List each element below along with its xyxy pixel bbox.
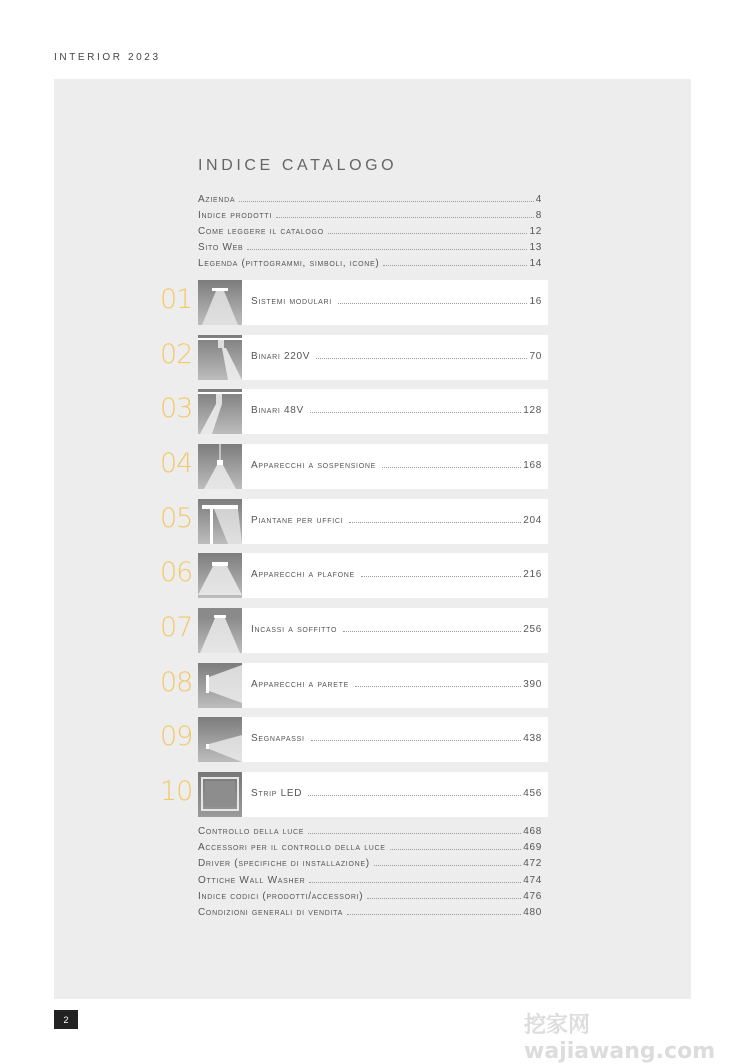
chapter-row-05[interactable] (160, 499, 548, 544)
chapter-row-02[interactable] (160, 335, 548, 380)
dot-leader (309, 874, 521, 883)
dot-leader (338, 295, 528, 304)
chapter-number: 05 (160, 503, 193, 534)
dot-leader (361, 568, 521, 577)
toc-entry[interactable] (198, 241, 542, 256)
floor-lamp-icon (198, 499, 242, 544)
chapter-page: 204 (523, 515, 542, 526)
dot-leader (316, 350, 527, 359)
toc-entry-label: Legenda (pittogrammi, simboli, icone) (198, 258, 380, 269)
ceiling-light-icon (198, 553, 242, 598)
dot-leader (328, 225, 528, 234)
toc-entry-label: Ottiche Wall Washer (198, 875, 306, 886)
chapter-row-01[interactable] (160, 280, 548, 325)
toc-entry-label: Condizioni generali di vendita (198, 907, 343, 918)
chapter-card (198, 663, 548, 708)
dot-leader (383, 257, 527, 266)
chapter-page: 456 (523, 788, 542, 799)
chapter-number: 09 (160, 721, 193, 752)
chapter-label: Piantane per uffici (251, 515, 344, 526)
dot-leader (367, 890, 521, 899)
toc-entry[interactable] (198, 257, 542, 272)
chapter-label: Segnapassi (251, 733, 305, 744)
toc-entry-page: 8 (535, 210, 542, 221)
dot-leader (311, 732, 522, 741)
modular-light-icon (198, 280, 242, 325)
dot-leader (374, 857, 521, 866)
chapter-page: 16 (529, 296, 542, 307)
toc-entry[interactable] (198, 890, 542, 905)
pendant-light-icon (198, 444, 242, 489)
chapter-row-03[interactable] (160, 389, 548, 434)
chapter-card (198, 608, 548, 653)
step-light-icon (198, 717, 242, 762)
toc-entry-page: 469 (523, 842, 542, 853)
chapter-label: Strip LED (251, 788, 303, 799)
toc-entry[interactable] (198, 209, 542, 224)
chapter-label: Apparecchi a plafone (251, 569, 355, 580)
chapter-page: 168 (523, 460, 542, 471)
chapter-label: Apparecchi a sospensione (251, 460, 376, 471)
chapter-card (198, 553, 548, 598)
toc-entry-page: 4 (535, 194, 542, 205)
track-spot-220-icon (198, 335, 242, 380)
toc-entry[interactable] (198, 193, 542, 208)
chapter-number: 10 (160, 776, 193, 807)
toc-entry-label: Controllo della luce (198, 826, 305, 837)
dot-leader (308, 825, 521, 834)
chapter-card (198, 389, 548, 434)
chapter-page: 216 (523, 569, 542, 580)
chapter-number: 08 (160, 667, 193, 698)
toc-entry-page: 13 (529, 242, 542, 253)
recessed-light-icon (198, 608, 242, 653)
chapter-row-09[interactable] (160, 717, 548, 762)
chapter-label: Binari 48V (251, 405, 304, 416)
chapter-number: 07 (160, 612, 193, 643)
chapter-page: 256 (523, 624, 542, 635)
dot-leader (347, 906, 521, 915)
toc-entry[interactable] (198, 906, 542, 921)
chapter-label: Incassi a soffitto (251, 624, 338, 635)
track-spot-48-icon (198, 389, 242, 434)
dot-leader (239, 193, 533, 202)
toc-entry[interactable] (198, 225, 542, 240)
toc-entry-page: 12 (529, 226, 542, 237)
led-strip-icon (198, 772, 242, 817)
chapter-card (198, 335, 548, 380)
chapter-label: Sistemi modulari (251, 296, 332, 307)
toc-entry-label: Come leggere il catalogo (198, 226, 324, 237)
dot-leader (355, 678, 521, 687)
toc-entry-page: 468 (523, 826, 542, 837)
toc-entry[interactable] (198, 874, 542, 889)
chapter-card (198, 499, 548, 544)
chapter-number: 04 (160, 448, 193, 479)
chapter-page: 390 (523, 679, 542, 690)
chapter-page: 128 (523, 405, 542, 416)
chapter-number: 03 (160, 393, 193, 424)
toc-entry-label: Azienda (198, 194, 236, 205)
dot-leader (343, 623, 521, 632)
toc-entry-page: 14 (529, 258, 542, 269)
chapter-number: 01 (160, 284, 193, 315)
toc-title: INDICE CATALOGO (198, 157, 398, 174)
toc-entry-label: Driver (specifiche di installazione) (198, 858, 370, 869)
chapter-card (198, 444, 548, 489)
dot-leader (349, 514, 521, 523)
dot-leader (390, 841, 522, 850)
dot-leader (382, 459, 521, 468)
dot-leader (310, 404, 521, 413)
toc-entry[interactable] (198, 825, 542, 840)
toc-entry-page: 472 (523, 858, 542, 869)
chapter-row-07[interactable] (160, 608, 548, 653)
chapter-card (198, 772, 548, 817)
wall-light-icon (198, 663, 242, 708)
chapter-card (198, 717, 548, 762)
toc-entry-label: Indice prodotti (198, 210, 273, 221)
toc-entry-page: 480 (523, 907, 542, 918)
chapter-row-10[interactable] (160, 772, 548, 817)
dot-leader (247, 241, 527, 250)
chapter-row-08[interactable] (160, 663, 548, 708)
chapter-row-06[interactable] (160, 553, 548, 598)
dot-leader (276, 209, 534, 218)
chapter-number: 06 (160, 557, 193, 588)
toc-entry-page: 476 (523, 891, 542, 902)
toc-entry[interactable] (198, 857, 542, 872)
chapter-label: Binari 220V (251, 351, 311, 362)
page-number-badge: 2 (54, 1010, 78, 1029)
catalog-header-label: INTERIOR 2023 (54, 52, 161, 63)
chapter-card (198, 280, 548, 325)
watermark-logo: 挖家网 wajiawang.com (524, 1013, 716, 1064)
dot-leader (308, 787, 521, 796)
chapter-label: Apparecchi a parete (251, 679, 350, 690)
chapter-page: 70 (529, 351, 542, 362)
toc-entry-label: Sito Web (198, 242, 244, 253)
chapter-page: 438 (523, 733, 542, 744)
toc-entry-label: Accessori per il controllo della luce (198, 842, 386, 853)
toc-entry-label: Indice codici (prodotti/accessori) (198, 891, 364, 902)
chapter-row-04[interactable] (160, 444, 548, 489)
chapter-number: 02 (160, 339, 193, 370)
toc-entry[interactable] (198, 841, 542, 856)
toc-entry-page: 474 (523, 875, 542, 886)
